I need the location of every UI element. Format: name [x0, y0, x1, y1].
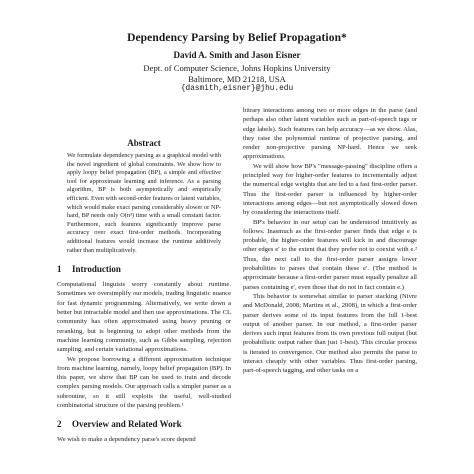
overview-paragraph-1: We wish to make a dependency parse's score depend	[57, 436, 196, 444]
intro-paragraph-1: Computational linguists worry constantly about runtime. Sometimes we oversimplify our models, trading linguistic nuance for fast dynamic programming. Alternatively, we write down a better but intractable model and then use approximations. The CL community has often approximated using heavy pruning or reranking, but is beginning to adopt other methods from the machine learning community, such as Gibbs sampling, rejection sampling, and certain variational approximations.	[57, 281, 231, 354]
affiliation-department: Dept. of Computer Science, Johns Hopkins University	[143, 63, 331, 73]
author-email: {dasmith,eisner}@jhu.edu	[180, 85, 294, 93]
section-1-title: Introduction	[72, 264, 121, 275]
paper-title: Dependency Parsing by Belief Propagation*	[127, 32, 347, 44]
paper-authors: David A. Smith and Jason Eisner	[173, 50, 301, 60]
right-paragraph-1: bitrary interactions among two or more edges in the parse (and perhaps also other latent variables such as part-of-speech tags or edge labels). Such features can help accuracy—as we show. Alas, they raise the polynomial runtime of projective parsing, and render non-projective parsing NP-hard. Hence we seek approximations.	[243, 107, 417, 161]
affiliation-address: Baltimore, MD 21218, USA	[188, 74, 286, 84]
section-1-heading	[57, 264, 231, 274]
section-2-number: 2	[57, 419, 62, 430]
right-paragraph-3: BP's behavior in our setup can be understood intuitively as follows. Inasmuch as the first-order parser finds that edge e is probable, the higher-order features will kick in and discourage other edges e′ to the extent that they prefer not to coexist with e.² Thus, the next call to the first-order parser assigns lower probabilities to parses that contain these e′. (The method is approximate because a first-order parser must equally penalize all parses containing e′, even those that do not in fact contain e.)	[243, 218, 417, 291]
abstract-text: We formulate dependency parsing as a graphical model with the novel ingredient of global constraints. We show how to apply loopy belief propagation (BP), a simple and effective tool for approximate learning and inference. As a parsing algorithm, BP is both asymptotically and empirically efficient. Even with second-order features or latent variables, which would make exact parsing considerably slower or NP-hard, BP needs only O(n³) time with a small constant factor. Furthermore, such features significantly improve parse accuracy over exact first-order methods. Incorporating additional features would increase the runtime additively rather than multiplicatively.	[67, 152, 221, 254]
left-column	[57, 106, 231, 474]
right-column	[243, 106, 417, 474]
abstract-heading: Abstract	[127, 138, 161, 148]
intro-paragraph-2: We propose borrowing a different approximation technique from machine learning, namely, loopy belief propagation (BP). In this paper, we show that BP can be used to train and decode complex parsing models. Our approach calls a simpler parser as a subroutine, so it still exploits the useful, well-studied combinatorial structure of the parsing problem.¹	[57, 355, 231, 409]
section-2-title: Overview and Related Work	[72, 419, 182, 430]
section-2-heading	[57, 419, 231, 429]
right-paragraph-4: This behavior is somewhat similar to parser stacking (Nivre and McDonald, 2008; Martins et al., 2008), in which a first-order parser derives some of its input features from the full 1-best output of another parser. In our method, a first-order parser derives such input features from its own previous full output (but probabilistic output rather than just 1-best). This circular process is iterated to convergence. Our method also permits the parse to interact cheaply with other variables. Thus first-order parsing, part-of-speech tagging, and other tasks on a	[243, 292, 417, 375]
section-1-number: 1	[57, 264, 62, 275]
right-paragraph-2: We will show how BP's "message-passing" discipline offers a principled way for higher-order features to incrementally adjust the numerical edge weights that are fed to a fast first-order parser. Thus the first-order parser is influenced by higher-order interactions among edges—but not asymptotically slowed down by considering the interactions itself.	[243, 162, 417, 217]
